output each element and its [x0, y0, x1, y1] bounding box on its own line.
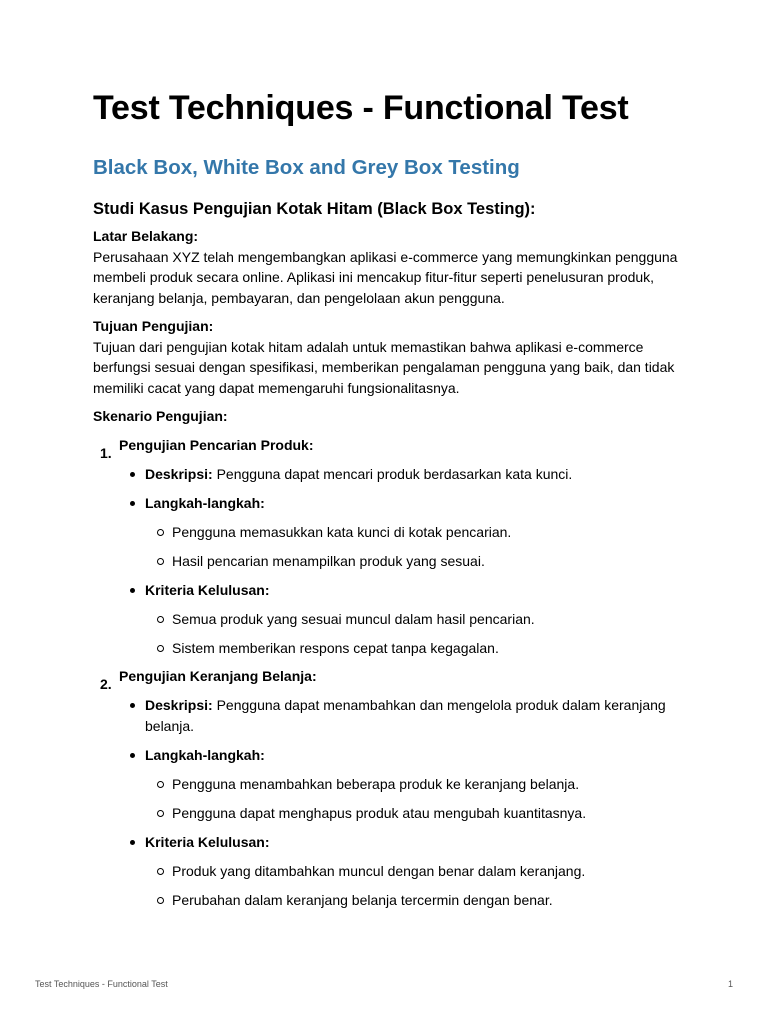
scenario-label: Skenario Pengujian: [93, 408, 228, 424]
bullet-icon [130, 501, 135, 506]
document-body [93, 226, 683, 910]
criteria-label: Kriteria Kelulusan: [145, 833, 270, 850]
scenario-details [119, 695, 683, 910]
step-item [145, 803, 683, 824]
criterion-text: Produk yang ditambahkan muncul dengan benar dalam keranjang. [172, 862, 586, 879]
criteria-item [119, 832, 683, 911]
criterion-text: Semua produk yang sesuai muncul dalam hasil pencarian. [172, 610, 535, 627]
bullet-icon [130, 472, 135, 477]
scenario-title: Pengujian Pencarian Produk: [119, 436, 314, 453]
step-text: Pengguna dapat menghapus produk atau mengubah kuantitasnya. [172, 804, 587, 821]
footer-page-number: 1 [727, 979, 733, 989]
criteria-list [145, 861, 683, 911]
scenario-details [119, 464, 683, 659]
circle-bullet-icon [157, 810, 164, 817]
scenario-list [93, 435, 683, 911]
steps-item [119, 493, 683, 572]
scenario-number: 2. [100, 676, 112, 692]
scenario-title: Pengujian Keranjang Belanja: [119, 668, 317, 684]
circle-bullet-icon [157, 616, 164, 623]
background-label: Latar Belakang: [93, 228, 199, 244]
description-item [119, 695, 683, 736]
criterion-item [145, 638, 683, 659]
criteria-item [119, 580, 683, 659]
criterion-item [145, 890, 683, 911]
circle-bullet-icon [157, 781, 164, 788]
page-subtitle: Black Box, White Box and Grey Box Testing [93, 156, 520, 179]
description-text: Pengguna dapat mencari produk berdasarkan kata kunci. [212, 465, 573, 482]
step-item [145, 551, 683, 572]
bullet-icon [130, 588, 135, 593]
step-item [145, 522, 683, 543]
scenario-item [93, 435, 683, 659]
goal-label: Tujuan Pengujian: [93, 318, 214, 334]
description-text: Pengguna dapat menambahkan dan mengelola produk dalam keranjang belanja. [145, 697, 666, 734]
criterion-item [145, 861, 683, 882]
circle-bullet-icon [157, 868, 164, 875]
case-heading: Studi Kasus Pengujian Kotak Hitam (Black Box Testing): [93, 200, 536, 218]
bullet-icon [130, 840, 135, 845]
footer-document-title: Test Techniques - Functional Test [35, 979, 168, 989]
steps-list [145, 522, 683, 572]
description-item [119, 464, 683, 485]
bullet-icon [130, 753, 135, 758]
step-item [145, 774, 683, 795]
criterion-text: Perubahan dalam keranjang belanja tercermin dengan benar. [172, 891, 553, 908]
circle-bullet-icon [157, 529, 164, 536]
criterion-item [145, 609, 683, 630]
circle-bullet-icon [157, 897, 164, 904]
step-text: Pengguna menambahkan beberapa produk ke keranjang belanja. [172, 775, 580, 792]
steps-item [119, 745, 683, 824]
bullet-icon [130, 703, 135, 708]
page-title: Test Techniques - Functional Test [93, 89, 629, 127]
background-text: Perusahaan XYZ telah mengembangkan aplikasi e-commerce yang memungkinkan pengguna membeli produk secara online. Aplikasi ini mencakup fitur-fitur seperti penelusuran produk, keranjang belanja, pembayaran, dan pengelolaan akun pengguna. [93, 248, 678, 306]
step-text: Hasil pencarian menampilkan produk yang sesuai. [172, 552, 485, 569]
scenario-number: 1. [100, 444, 112, 461]
steps-label: Langkah-langkah: [145, 746, 265, 763]
criterion-text: Sistem memberikan respons cepat tanpa kegagalan. [172, 639, 499, 656]
description-label: Deskripsi: [145, 465, 213, 482]
criteria-label: Kriteria Kelulusan: [145, 581, 270, 598]
step-text: Pengguna memasukkan kata kunci di kotak pencarian. [172, 523, 512, 540]
steps-list [145, 774, 683, 824]
circle-bullet-icon [157, 558, 164, 565]
criteria-list [145, 609, 683, 659]
description-label: Deskripsi: [145, 697, 213, 713]
goal-text: Tujuan dari pengujian kotak hitam adalah untuk memastikan bahwa aplikasi e-commerce berfungsi sesuai dengan spesifikasi, memberikan pengalaman pengguna yang baik, dan tidak memiliki cacat yang dapat memengaruhi fungsionalitasnya. [93, 338, 675, 396]
circle-bullet-icon [157, 645, 164, 652]
steps-label: Langkah-langkah: [145, 494, 265, 511]
scenario-item [93, 666, 683, 910]
